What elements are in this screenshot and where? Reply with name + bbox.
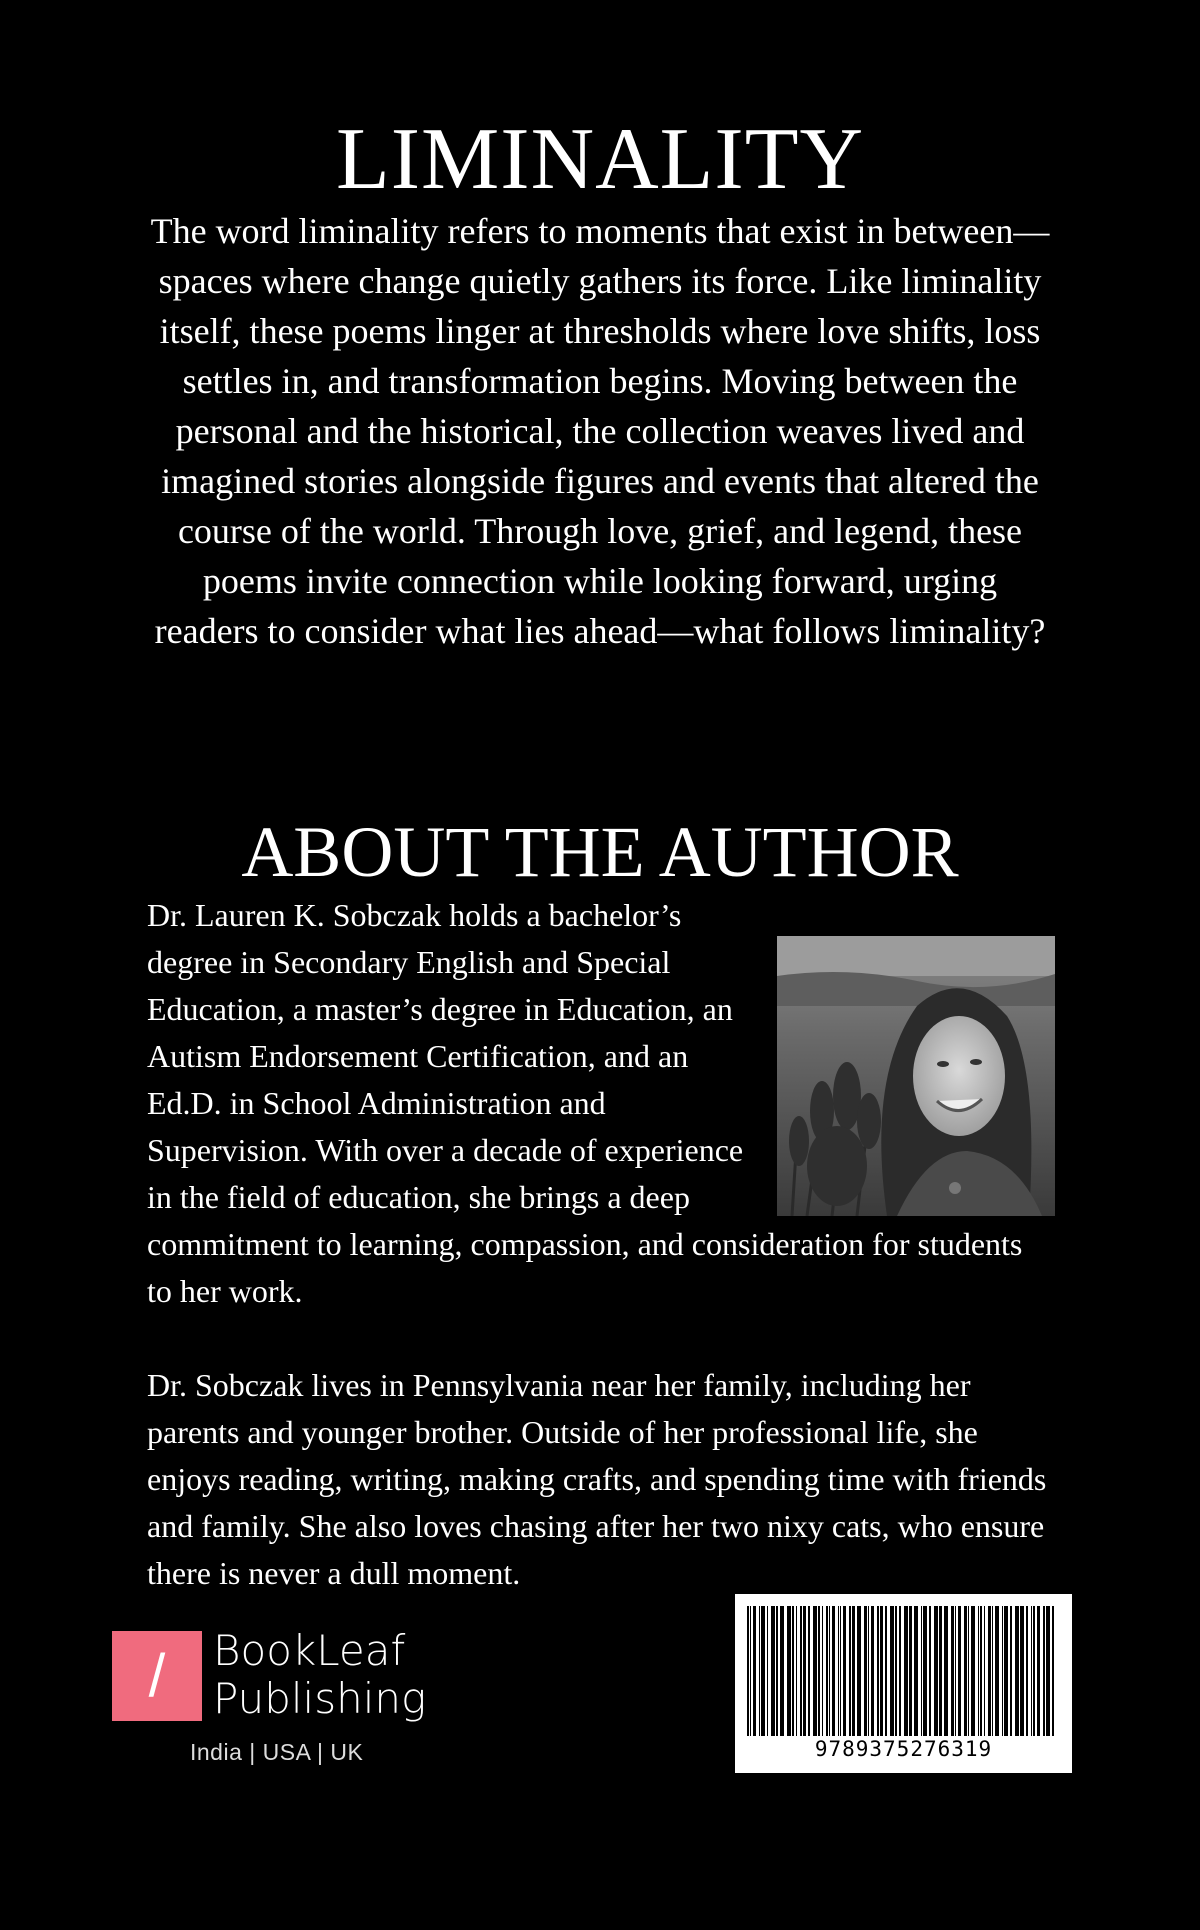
isbn-barcode [735, 1594, 1072, 1773]
author-bio-paragraph-2: Dr. Sobczak lives in Pennsylvania near her family, including her parents and younger brother. Outside of her professional life, she enjoys reading, writing, making crafts, and spending time with friends and family. She also loves chasing after her two nixy cats, who ensure there is never a dull moment. [147, 1367, 1047, 1591]
isbn-number: 9789375276319 [814, 1737, 993, 1761]
about-author-heading: ABOUT THE AUTHOR [241, 812, 959, 892]
barcode-bars-icon [747, 1606, 1060, 1736]
bookleaf-logo-icon: / [112, 1631, 202, 1721]
publisher-regions: India | USA | UK [190, 1739, 364, 1765]
publisher-name-line-2: Publishing [213, 1674, 427, 1723]
author-bio [147, 892, 1055, 1597]
author-photo [777, 936, 1055, 1216]
book-blurb: The word liminality refers to moments that exist in between—spaces where change quietly gathers its force. Like liminality itself, these poems linger at thresholds where love shifts, loss settles in, and transformation begins. Moving between the personal and the historical, the collection weaves lived and imagined stories alongside figures and events that altered the course of the world. Through love, grief, and legend, these poems invite connection while looking forward, urging readers to consider what lies ahead—what follows liminality? [150, 211, 1050, 651]
publisher-name [213, 1627, 426, 1723]
book-title: LIMINALITY [335, 111, 865, 208]
publisher-name-line-1: BookLeaf [213, 1626, 406, 1675]
publisher-branding [112, 1627, 452, 1777]
author-bio-paragraph-1: Dr. Lauren K. Sobczak holds a bachelor’s degree in Secondary English and Special Education, a master’s degree in Education, an Autism Endorsement Certification, and an Ed.D. in School Administration and Supervision. With over a decade of experience in the field of education, she brings a deep commitment to learning, compassion, and consideration for students to her work. [147, 897, 1023, 1309]
